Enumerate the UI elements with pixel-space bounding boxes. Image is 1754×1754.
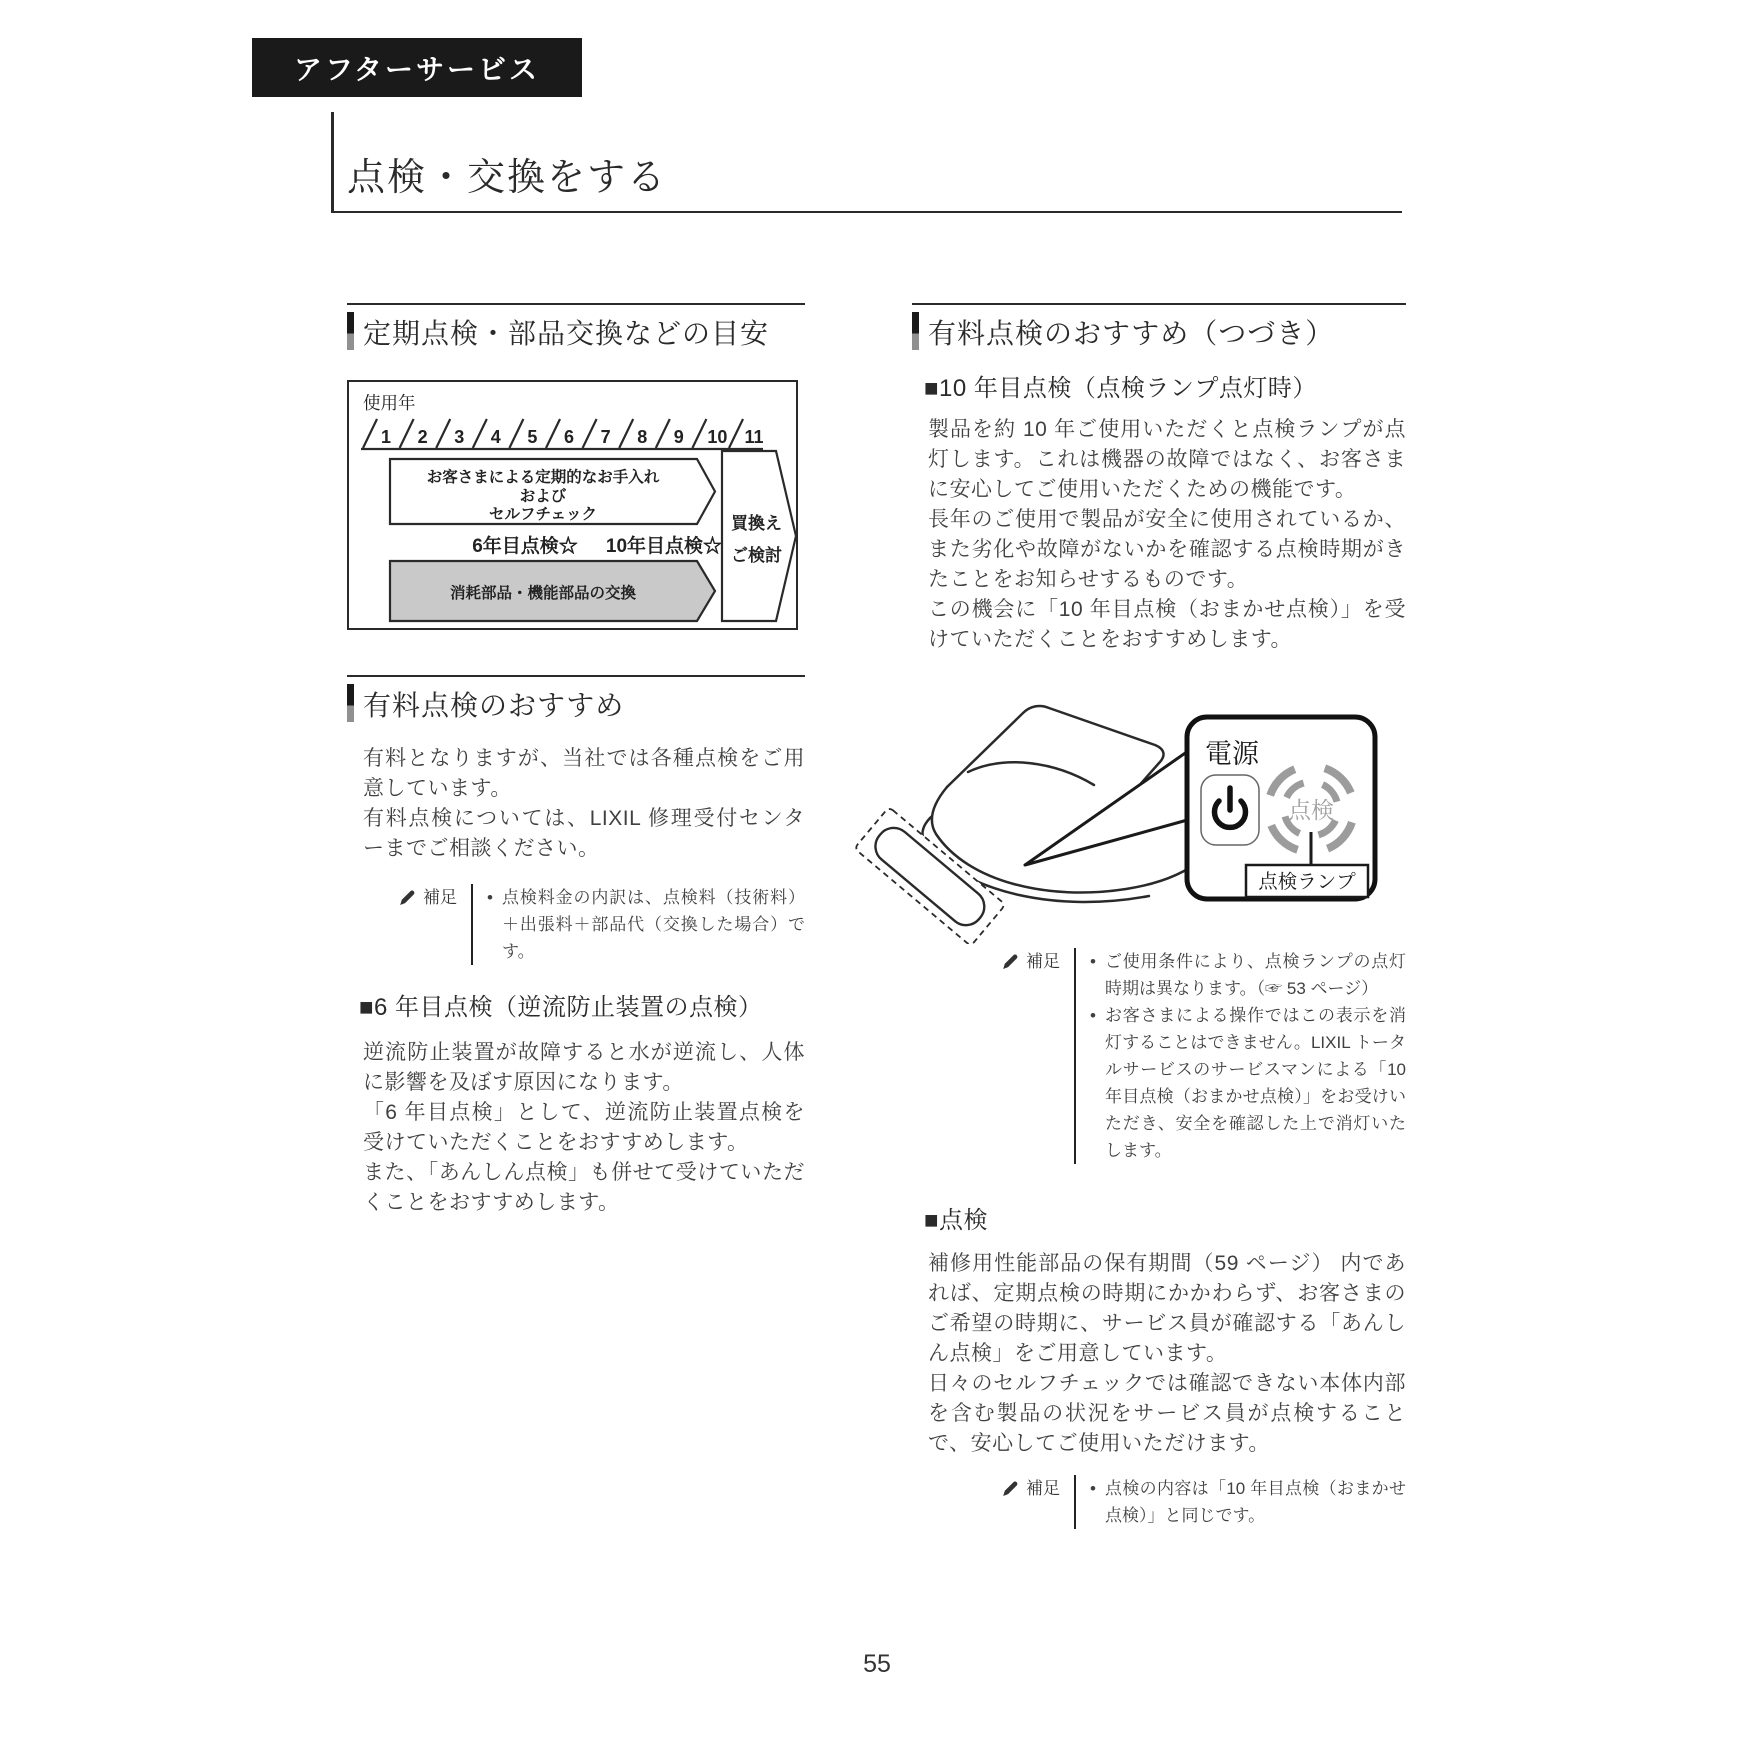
svg-text:7: 7 bbox=[600, 427, 611, 447]
page-title: 点検・交換をする bbox=[347, 157, 668, 199]
note-item: • お客さまによる操作ではこの表示を消灯することはできません。LIXIL トータルサービスのサービスマンによる「10 年目点検（おまかせ点検）」をお受けいただき、安全を確認した上で消灯いたします。 bbox=[1090, 1002, 1406, 1164]
pencil-icon bbox=[1000, 952, 1020, 972]
note-item: • 点検の内容は「10 年目点検（おまかせ点検）」と同じです。 bbox=[1090, 1475, 1406, 1529]
paragraph: また、「あんしん点検」も併せて受けていただくことをおすすめします。 bbox=[363, 1161, 805, 1214]
self-check-line1: お客さまによる定期的なお手入れ bbox=[426, 469, 660, 486]
left-column bbox=[347, 303, 805, 1218]
note-items bbox=[1074, 948, 1406, 1164]
svg-text:2: 2 bbox=[417, 427, 428, 447]
product-illustration bbox=[847, 669, 1407, 944]
title-block bbox=[331, 112, 1402, 213]
power-label: 電源 bbox=[1205, 739, 1259, 769]
paragraph: 逆流防止装置が故障すると水が逆流し、人体に影響を及ぼす原因になります。 bbox=[363, 1041, 805, 1094]
replace-line1: 買換え bbox=[731, 514, 782, 533]
note-items bbox=[1074, 1475, 1406, 1529]
note-item: • ご使用条件により、点検ランプの点灯時期は異なります。（☞ 53 ページ） bbox=[1090, 948, 1406, 1002]
svg-text:6: 6 bbox=[563, 427, 575, 447]
page-number: 55 bbox=[863, 1650, 891, 1678]
note-block bbox=[1000, 1475, 1406, 1529]
note-block bbox=[1000, 948, 1406, 1164]
maintenance-timeline-diagram bbox=[347, 380, 798, 630]
paragraph: 日々のセルフチェックでは確認できない本体内部を含む製品の状況をサービス員が点検することで、安心してご使用いただけます。 bbox=[928, 1372, 1406, 1455]
paid-inspection-paragraphs bbox=[363, 744, 805, 864]
svg-text:8: 8 bbox=[637, 427, 648, 447]
svg-text:4: 4 bbox=[490, 427, 501, 447]
section-heading-text: 定期点検・部品交換などの目安 bbox=[363, 318, 770, 349]
section-heading-paid-inspection bbox=[347, 675, 805, 730]
inspection-paragraphs bbox=[928, 1249, 1406, 1459]
self-check-line3: セルフチェック bbox=[488, 506, 598, 523]
6year-paragraphs bbox=[363, 1038, 805, 1218]
usage-year-label: 使用年 bbox=[363, 393, 416, 413]
pencil-icon bbox=[1000, 1479, 1020, 1499]
subsection-heading-inspection: ■点検 bbox=[924, 1207, 988, 1234]
paragraph: この機会に「10 年目点検（おまかせ点検）」を受けていただくことをおすすめします。 bbox=[928, 598, 1406, 651]
svg-text:9: 9 bbox=[673, 427, 684, 447]
page-tag bbox=[252, 38, 582, 97]
note-items bbox=[471, 884, 805, 965]
svg-text:3: 3 bbox=[454, 427, 465, 447]
note-label-text: 補足 bbox=[1026, 952, 1060, 971]
inspection-lamp-label: 点検 bbox=[1288, 797, 1334, 823]
year10-check-label: 10年目点検☆ bbox=[605, 536, 723, 557]
subsection-heading-6year: ■6 年目点検（逆流防止装置の点検） bbox=[359, 994, 763, 1021]
note-label-text: 補足 bbox=[423, 888, 457, 907]
svg-text:1: 1 bbox=[380, 427, 392, 447]
section-heading-periodic bbox=[347, 303, 805, 358]
section-heading-bar bbox=[912, 312, 919, 350]
year6-check-label: 6年目点検☆ bbox=[472, 536, 578, 557]
note-label bbox=[1000, 1475, 1072, 1502]
section-heading-text: 有料点検のおすすめ bbox=[363, 690, 625, 721]
page-tag-label: アフターサービス bbox=[293, 53, 541, 85]
paragraph: 「6 年目点検」として、逆流防止装置点検を受けていただくことをおすすめします。 bbox=[363, 1101, 805, 1154]
pencil-icon bbox=[397, 888, 417, 908]
svg-text:11: 11 bbox=[744, 427, 764, 447]
section-heading-paid-continued bbox=[912, 303, 1406, 358]
note-label-text: 補足 bbox=[1026, 1479, 1060, 1498]
svg-text:5: 5 bbox=[527, 427, 538, 447]
10year-paragraphs bbox=[928, 415, 1406, 655]
replace-line2: ご検討 bbox=[731, 546, 782, 565]
section-heading-text: 有料点検のおすすめ（つづき） bbox=[928, 318, 1335, 349]
remote-control bbox=[854, 807, 1005, 944]
paragraph: 製品を約 10 年ご使用いただくと点検ランプが点灯します。これは機器の故障ではなく、お客さまに安心してご使用いただくための機能です。 bbox=[928, 418, 1406, 501]
paragraph: 長年のご使用で製品が安全に使用されているか、また劣化や故障がないかを確認する点検時期がきたことをお知らせするものです。 bbox=[928, 508, 1406, 591]
timeline-diagram-svg bbox=[349, 382, 796, 628]
parts-replacement-label: 消耗部品・機能部品の交換 bbox=[449, 585, 637, 602]
section-heading-bar bbox=[347, 684, 354, 722]
self-check-line2: および bbox=[519, 488, 567, 505]
svg-text:10: 10 bbox=[707, 427, 728, 447]
note-block bbox=[397, 884, 805, 965]
lamp-caption-text: 点検ランプ bbox=[1258, 871, 1356, 893]
paragraph: 補修用性能部品の保有期間（59 ページ） 内であれば、定期点検の時期にかかわらず、お客さまのご希望の時期に、サービス員が確認する「あんしん点検」をご用意しています。 bbox=[928, 1252, 1406, 1365]
note-item: • 点検料金の内訳は、点検料（技術料）＋出張料＋部品代（交換した場合）です。 bbox=[487, 884, 805, 965]
section-heading-bar bbox=[347, 312, 354, 350]
note-label bbox=[397, 884, 469, 911]
note-label bbox=[1000, 948, 1072, 975]
subsection-heading-10year: ■10 年目点検（点検ランプ点灯時） bbox=[924, 375, 1317, 402]
toilet-seat-illustration-svg bbox=[847, 669, 1407, 944]
replace-consider-arrow-shape bbox=[722, 451, 796, 621]
paragraph: 有料となりますが、当社では各種点検をご用意しています。 bbox=[363, 747, 805, 800]
right-column bbox=[912, 303, 1406, 1529]
paragraph: 有料点検については、LIXIL 修理受付センターまでご相談ください。 bbox=[363, 807, 805, 860]
